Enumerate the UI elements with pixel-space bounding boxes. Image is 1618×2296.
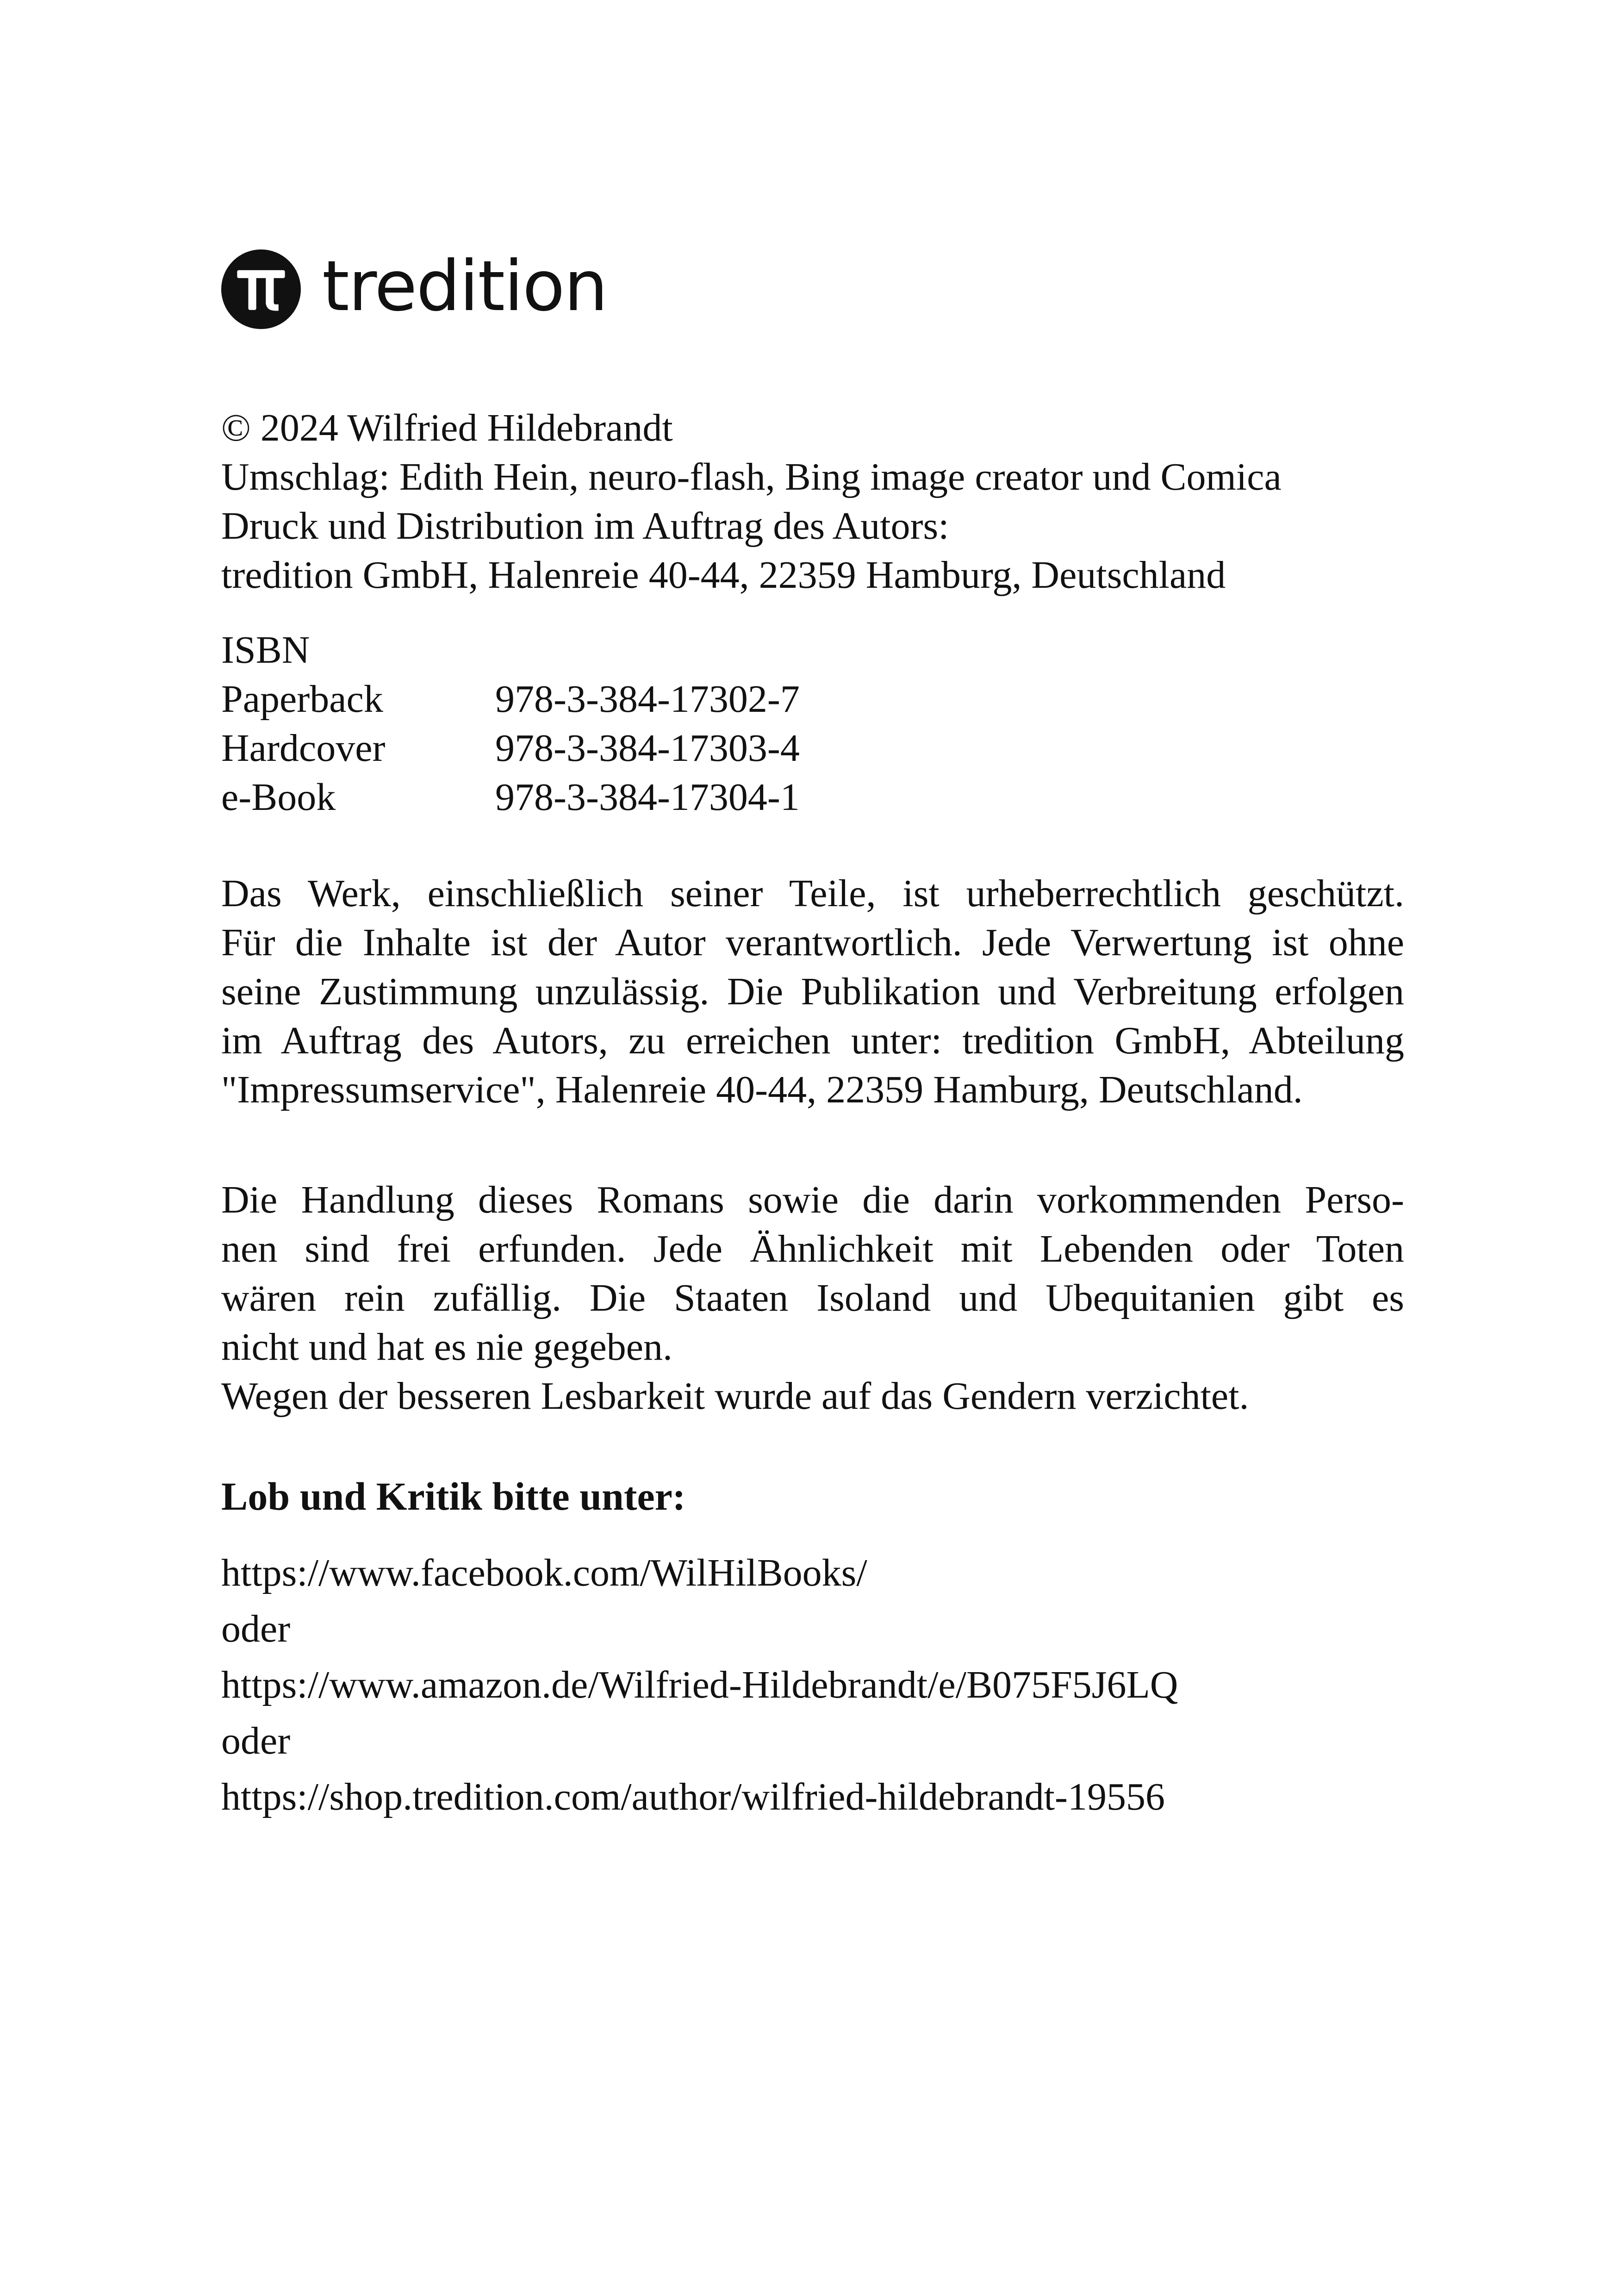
notice-line: Für die Inhalte ist der Autor verantwortlich. Jede Verwertung ist ohne (221, 921, 1404, 964)
fiction-disclaimer (221, 1176, 1404, 1421)
disclaimer-line: wären rein zufällig. Die Staaten Isoland und Ubequitanien gibt es (221, 1276, 1404, 1319)
copyright-line: © 2024 Wilfried Hildebrandt (221, 406, 673, 449)
isbn-row-paperback (221, 675, 1404, 724)
isbn-row-ebook (221, 773, 1404, 822)
imprint-block (221, 404, 1404, 600)
tredition-shop-link[interactable]: https://shop.tredition.com/author/wilfried-hildebrandt-19556 (221, 1775, 1165, 1818)
disclaimer-line: nicht und hat es nie gegeben. (221, 1325, 673, 1369)
isbn-row-hardcover (221, 724, 1404, 773)
copyright-notice (221, 869, 1404, 1114)
disclaimer-line: Die Handlung dieses Romans sowie die darin vorkommenden Perso- (221, 1178, 1404, 1221)
amazon-link[interactable]: https://www.amazon.de/Wilfried-Hildebrandt/e/B075F5J6LQ (221, 1663, 1178, 1706)
tredition-t-logo-icon (221, 249, 301, 329)
separator-word: oder (221, 1719, 291, 1762)
notice-line: Das Werk, einschließlich seiner Teile, ist urheberrechtlich geschützt. (221, 872, 1404, 915)
imprint-page (221, 0, 1404, 2296)
distribution-line: Druck und Distribution im Auftrag des Autors: (221, 504, 949, 548)
facebook-link[interactable]: https://www.facebook.com/WilHilBooks/ (221, 1551, 867, 1594)
disclaimer-line: Wegen der besseren Lesbarkeit wurde auf das Gendern verzichtet. (221, 1375, 1249, 1418)
isbn-label: Paperback (221, 678, 383, 721)
cover-credit-line: Umschlag: Edith Hein, neuro-flash, Bing image creator und Comica (221, 455, 1282, 498)
separator-word: oder (221, 1607, 291, 1650)
publisher-address-line: tredition GmbH, Halenreie 40-44, 22359 Hamburg, Deutschland (221, 554, 1226, 597)
isbn-block (221, 626, 1404, 822)
notice-line: "Impressumservice", Halenreie 40-44, 22359 Hamburg, Deutschland. (221, 1068, 1303, 1111)
isbn-heading: ISBN (221, 628, 310, 672)
logo-wordmark: tredition (322, 246, 607, 327)
isbn-number: 978-3-384-17303-4 (495, 727, 800, 770)
feedback-links (221, 1545, 1178, 1825)
isbn-label: e-Book (221, 776, 336, 819)
isbn-number: 978-3-384-17302-7 (495, 678, 800, 721)
notice-line: seine Zustimmung unzulässig. Die Publikation und Verbreitung erfolgen (221, 970, 1404, 1013)
publisher-logo (221, 245, 607, 333)
isbn-number: 978-3-384-17304-1 (495, 776, 800, 819)
disclaimer-line: nen sind frei erfunden. Jede Ähnlichkeit mit Lebenden oder Toten (221, 1227, 1404, 1270)
feedback-heading: Lob und Kritik bitte unter: (221, 1474, 686, 1518)
notice-line: im Auftrag des Autors, zu erreichen unter: tredition GmbH, Abteilung (221, 1019, 1404, 1062)
isbn-label: Hardcover (221, 727, 386, 770)
